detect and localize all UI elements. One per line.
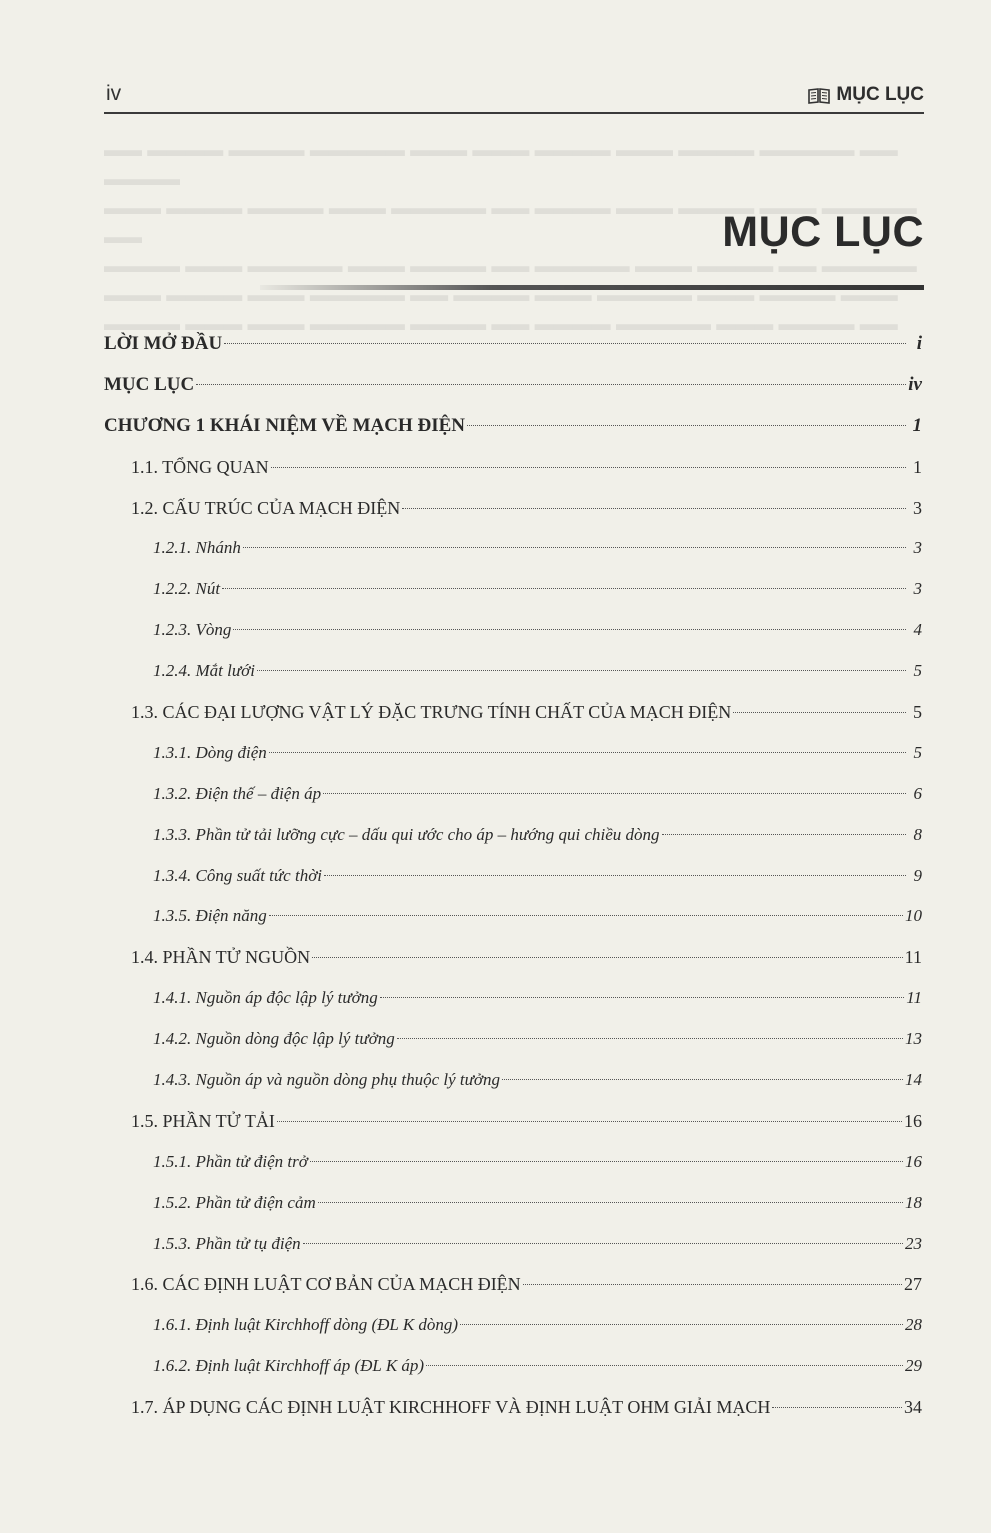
toc-entry-page-number: 9 (913, 865, 922, 885)
toc-entry[interactable] (104, 1142, 922, 1183)
toc-entry[interactable] (104, 1101, 922, 1142)
toc-entry[interactable] (104, 488, 922, 529)
dot-leader (733, 712, 906, 713)
toc-entry-page-number: 10 (905, 906, 922, 926)
toc-entry-page-number: 3 (913, 497, 922, 518)
dot-leader (224, 343, 906, 344)
table-of-contents (104, 324, 922, 1428)
toc-entry-title: 1.6. CÁC ĐỊNH LUẬT CƠ BẢN CỦA MẠCH ĐIỆN (131, 1274, 521, 1295)
dot-leader (324, 875, 906, 876)
toc-entry-title: 1.2.4. Mắt lưới (153, 661, 255, 681)
toc-entry-page-number: 1 (913, 456, 922, 477)
toc-entry[interactable] (104, 774, 922, 815)
dot-leader (397, 1038, 903, 1039)
toc-entry-title: 1.3. CÁC ĐẠI LƯỢNG VẬT LÝ ĐẶC TRƯNG TÍNH CHẤT CỦA MẠCH ĐIỆN (131, 702, 732, 723)
toc-entry-title: 1.5.1. Phần tử điện trở (153, 1151, 308, 1171)
dot-leader (233, 629, 906, 630)
toc-entry-title: 1.4.3. Nguồn áp và nguồn dòng phụ thuộc lý tưởng (153, 1070, 500, 1090)
toc-entry-page-number: 13 (905, 1029, 922, 1049)
toc-entry[interactable] (104, 692, 922, 733)
toc-entry[interactable] (104, 978, 922, 1019)
toc-entry[interactable] (104, 1060, 922, 1101)
toc-entry-title: 1.6.1. Định luật Kirchhoff dòng (ĐL K dòng) (153, 1315, 459, 1335)
toc-entry-page-number: 18 (905, 1192, 922, 1212)
toc-entry[interactable] (104, 324, 922, 365)
toc-entry[interactable] (104, 569, 922, 610)
toc-entry-page-number: 3 (913, 538, 922, 558)
toc-entry[interactable] (104, 365, 922, 406)
toc-entry-title: 1.5.3. Phần tử tụ điện (153, 1233, 301, 1253)
dot-leader (257, 670, 906, 671)
dot-leader (269, 915, 903, 916)
dot-leader (310, 1161, 903, 1162)
toc-entry-page-number: 16 (904, 1110, 922, 1131)
toc-entry-title: 1.5.2. Phần tử điện cảm (153, 1192, 316, 1212)
title-underline (260, 285, 924, 290)
toc-entry-page-number: iv (908, 373, 922, 395)
toc-entry-page-number: 11 (904, 947, 922, 968)
dot-leader (269, 752, 906, 753)
toc-entry-title: MỤC LỤC (104, 373, 195, 395)
page-number: iv (106, 82, 122, 105)
toc-entry-title: 1.2.3. Vòng (153, 620, 232, 640)
toc-entry-title: 1.3.4. Công suất tức thời (153, 865, 322, 885)
toc-entry[interactable] (104, 528, 922, 569)
toc-entry-title: 1.3.5. Điện năng (153, 906, 267, 926)
toc-entry-title: 1.2.1. Nhánh (153, 538, 241, 558)
toc-entry-title: 1.2.2. Nút (153, 579, 221, 599)
dot-leader (460, 1324, 903, 1325)
dot-leader (662, 834, 906, 835)
toc-entry[interactable] (104, 651, 922, 692)
open-book-icon (808, 87, 830, 104)
toc-entry[interactable] (104, 1346, 922, 1387)
dot-leader (303, 1243, 903, 1244)
toc-entry-page-number: 29 (905, 1356, 922, 1376)
dot-leader (323, 793, 906, 794)
dot-leader (196, 384, 906, 385)
toc-entry-page-number: 5 (913, 661, 922, 681)
bleed-through-texture: ▬▬ ▬▬▬▬ ▬▬▬▬ ▬▬▬▬▬ ▬▬▬ ▬▬▬ ▬▬▬▬ ▬▬▬ ▬▬▬▬ ▬▬▬▬▬ ▬▬ ▬▬▬▬ ▬▬▬ ▬▬▬▬ ▬▬▬▬ ▬▬▬ ▬▬▬▬▬ ▬▬ ▬▬▬▬ ▬▬▬ ▬▬▬▬ ▬▬▬ ▬▬▬▬▬ ▬▬ ▬▬▬▬ ▬▬▬ ▬▬▬▬▬ ▬▬▬ ▬▬▬▬ ▬▬ ▬▬▬▬▬ ▬▬▬ ▬▬▬▬ ▬▬ ▬▬▬▬▬ ▬▬▬ ▬▬▬▬ ▬▬▬ ▬▬▬▬▬ ▬▬ ▬▬▬▬ ▬▬▬ ▬▬▬▬▬ ▬▬▬ ▬▬▬▬ ▬▬▬ ▬▬▬▬ ▬▬▬ ▬▬▬ ▬▬▬▬▬ ▬▬▬▬ ▬▬ ▬▬▬▬ ▬▬▬▬▬ ▬▬▬ ▬▬▬▬ ▬▬ (104, 140, 917, 335)
toc-entry[interactable] (104, 1387, 922, 1428)
toc-entry-page-number: 3 (913, 579, 922, 599)
dot-leader (243, 547, 906, 548)
page-title: MỤC LỤC (722, 208, 924, 256)
toc-entry-title: 1.1. TỔNG QUAN (131, 456, 269, 477)
toc-entry-title: 1.4.1. Nguồn áp độc lập lý tưởng (153, 988, 378, 1008)
toc-entry-page-number: 14 (905, 1070, 922, 1090)
toc-entry-title: 1.3.3. Phần tử tải lưỡng cực – dấu qui ước cho áp – hướng qui chiều dòng (153, 824, 660, 844)
running-title-text: MỤC LỤC (836, 84, 924, 105)
toc-entry[interactable] (104, 406, 922, 447)
toc-entry-page-number: 6 (913, 783, 922, 803)
dot-leader (271, 467, 906, 468)
dot-leader (502, 1079, 903, 1080)
toc-entry-page-number: 34 (904, 1397, 922, 1418)
toc-entry[interactable] (104, 1019, 922, 1060)
toc-entry[interactable] (104, 856, 922, 897)
toc-entry[interactable] (104, 937, 922, 978)
dot-leader (402, 508, 906, 509)
toc-entry[interactable] (104, 1224, 922, 1265)
toc-entry[interactable] (104, 1305, 922, 1346)
dot-leader (277, 1121, 902, 1122)
toc-entry[interactable] (104, 815, 922, 856)
toc-entry-page-number: 16 (905, 1151, 922, 1171)
toc-entry-title: 1.6.2. Định luật Kirchhoff áp (ĐL K áp) (153, 1356, 425, 1376)
dot-leader (380, 997, 905, 998)
toc-entry-page-number: 5 (913, 702, 922, 723)
running-title (808, 84, 924, 106)
toc-entry-title: 1.5. PHẦN TỬ TẢI (131, 1110, 275, 1131)
toc-entry-page-number: 23 (905, 1233, 922, 1253)
toc-entry-page-number: 11 (906, 988, 922, 1008)
toc-entry[interactable] (104, 896, 922, 937)
dot-leader (222, 588, 906, 589)
toc-entry-page-number: 1 (912, 414, 922, 436)
toc-entry-page-number: 5 (913, 742, 922, 762)
toc-entry-page-number: 27 (904, 1274, 922, 1295)
dot-leader (467, 425, 906, 426)
toc-entry-page-number: 8 (913, 824, 922, 844)
dot-leader (318, 1202, 903, 1203)
toc-entry[interactable] (104, 1264, 922, 1305)
toc-entry[interactable] (104, 1183, 922, 1224)
toc-entry-title: 1.3.1. Dòng điện (153, 742, 267, 762)
toc-entry-title: 1.2. CẤU TRÚC CỦA MẠCH ĐIỆN (131, 497, 401, 518)
dot-leader (426, 1365, 903, 1366)
toc-entry[interactable] (104, 610, 922, 651)
dot-leader (312, 957, 903, 958)
toc-entry-title: CHƯƠNG 1 KHÁI NIỆM VỀ MẠCH ĐIỆN (104, 414, 466, 436)
toc-entry-page-number: 4 (913, 620, 922, 640)
toc-entry-page-number: i (916, 333, 922, 354)
toc-entry-page-number: 28 (905, 1315, 922, 1335)
page-header (104, 80, 924, 114)
toc-entry-title: 1.7. ÁP DỤNG CÁC ĐỊNH LUẬT KIRCHHOFF VÀ ĐỊNH LUẬT OHM GIẢI MẠCH (131, 1397, 771, 1418)
toc-entry[interactable] (104, 447, 922, 488)
toc-entry-title: 1.4.2. Nguồn dòng độc lập lý tưởng (153, 1029, 395, 1049)
toc-entry-title: 1.4. PHẦN TỬ NGUỒN (131, 947, 311, 968)
dot-leader (523, 1284, 902, 1285)
dot-leader (772, 1407, 902, 1408)
toc-entry-title: LỜI MỞ ĐẦU (104, 333, 223, 354)
toc-entry-title: 1.3.2. Điện thế – điện áp (153, 783, 322, 803)
toc-entry[interactable] (104, 733, 922, 774)
